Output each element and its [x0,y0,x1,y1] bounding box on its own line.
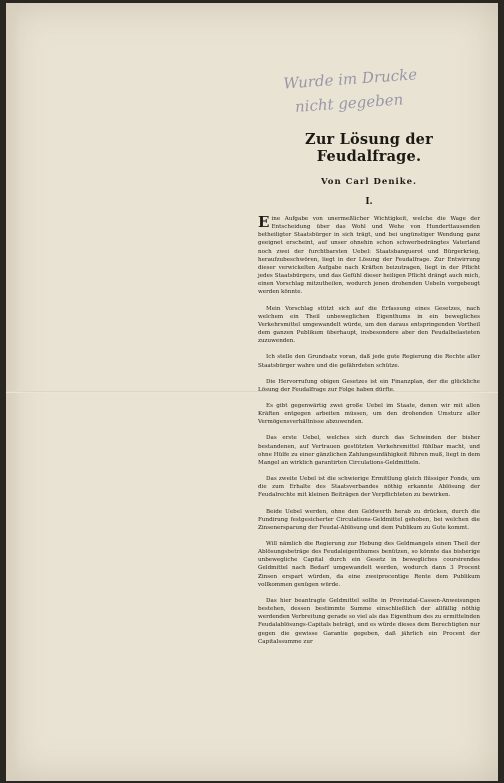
article-paragraph: Das zweite Uebel ist die schwierige Ermittlung gleich flüssiger Fonds, um die zum Erhalte des Staatsverbandes nöthig erkannte Ablösung der Feudalrechte mit kleinen Beiträgen der Verpflichteten zu bewirken. [258,476,480,499]
document-page [6,3,498,781]
article-paragraph: Mein Vorschlag stützt sich auf die Erfassung eines Gesetzes, nach welchem ein Theil unbeweglichen Eigenthums in ein bewegliches Verkehrsmittel umgewandelt würde, um den daraus entspringenden Vortheil dem ganzen Publikum überhaupt, insbesondere aber den Feudalbelasteten zuzuwenden. [258,305,480,345]
handwritten-note-line: Wurde im Drucke [282,65,418,93]
article-paragraph: Will nämlich die Regierung zur Hebung des Geldmangels einen Theil der Ablösungsbeträge des Feudaleigenthumes benützen, so könnte das bisherige unbewegliche Capital durch ein Gesetz in bewegliches coursirendes Geldmittel nach Bedarf umgewandelt werden, wodurch dann 3 Procent Zinsen erspart würden, da eine zweiprocentige Rente dem Publikum vollkommen genügen würde. [258,541,480,588]
article [258,131,480,654]
article-paragraph: Beide Uebel werden, ohne den Geldwerth herab zu drücken, durch die Fundirung festgesicherter Circulations-Geldmittel gehoben, bei welchen die Zinsenersparung der Feudal-Ablösung und dem Publikum zu Gute kommt. [258,508,480,531]
article-paragraph: Es gibt gegenwärtig zwei große Uebel im Staate, denen wir mit allen Kräften entgegen arbeiten müssen, um den drohenden Umsturz aller Vermögensverhältnisse abzuwenden. [258,402,480,426]
article-title: Zur Lösung der Feudalfrage. [305,131,433,165]
section-number: I. [365,197,373,207]
paragraph-text: ine Aufgabe von unermeßlicher Wichtigkeit, welche die Wage der Entscheidung über das Wohl und Wehe von Hunderttausenden betheiligter Staatsbürger in sich trägt, und bei ungünstiger Wendung ganz geeignet erscheint, auf unser ohnehin schon schwerbedrängtes Vaterland noch zwei der furchtbarsten Uebel: Staatsbanquerot und Bürgerkrieg, heraufzubeschwören, liegt in der Lösung der Feudalfrage. Zur Entwirrung dieser verwickelten Aufgabe nach Kräften beizutragen, liegt in der Pflicht jedes Staatsbürgers, und das Gefühl dieser heiligen Pflicht drängt auch mich, einen Vorschlag mitzutheilen, wodurch jenen drohenden Uebeln vorgebeugt werden könnte. [258,216,480,296]
article-paragraph [258,215,480,297]
article-paragraph: Das hier beantragte Geldmittel sollte in Provinzial-Cassen-Anweisungen bestehen, dessen bestimmte Summe einschließlich der allfällig nöthig werdenden Verbreitung gerade so viel als das Eigenthum des zu ermittelnden Feudalablösungs-Capitals beträgt, und es würde dieses dem Berechtigten nur gegen die gewisse Garantie gegeben, daß jährlich ein Procent der Capitalssumme zur [258,597,480,645]
handwritten-note [283,58,476,119]
article-paragraph: Ich stelle den Grundsatz voran, daß jede gute Regierung die Rechte aller Staatsbürger wahre und die gefährdeten schütze. [258,354,480,369]
article-paragraph: Das erste Uebel, welches sich durch das Schwinden der bisher bestandenen, auf Vertrauen gestützten Verkehrsmittel fühlbar macht, und ohne Hülfe zu einer gänzlichen Zahlungsunfähigkeit führen muß, liegt in dem Mangel an wirklich garantirten Circulations-Geldmitteln. [258,435,480,466]
handwritten-note-line: nicht gegeben [294,90,404,116]
drop-cap: E [258,213,270,231]
article-paragraph: Die Hervorrufung obigen Gesetzes ist ein Finanzplan, der die glückliche Lösung der Feudalfrage zur Folge haben dürfte. [258,378,480,393]
article-author: Von Carl Denike. [320,177,417,187]
